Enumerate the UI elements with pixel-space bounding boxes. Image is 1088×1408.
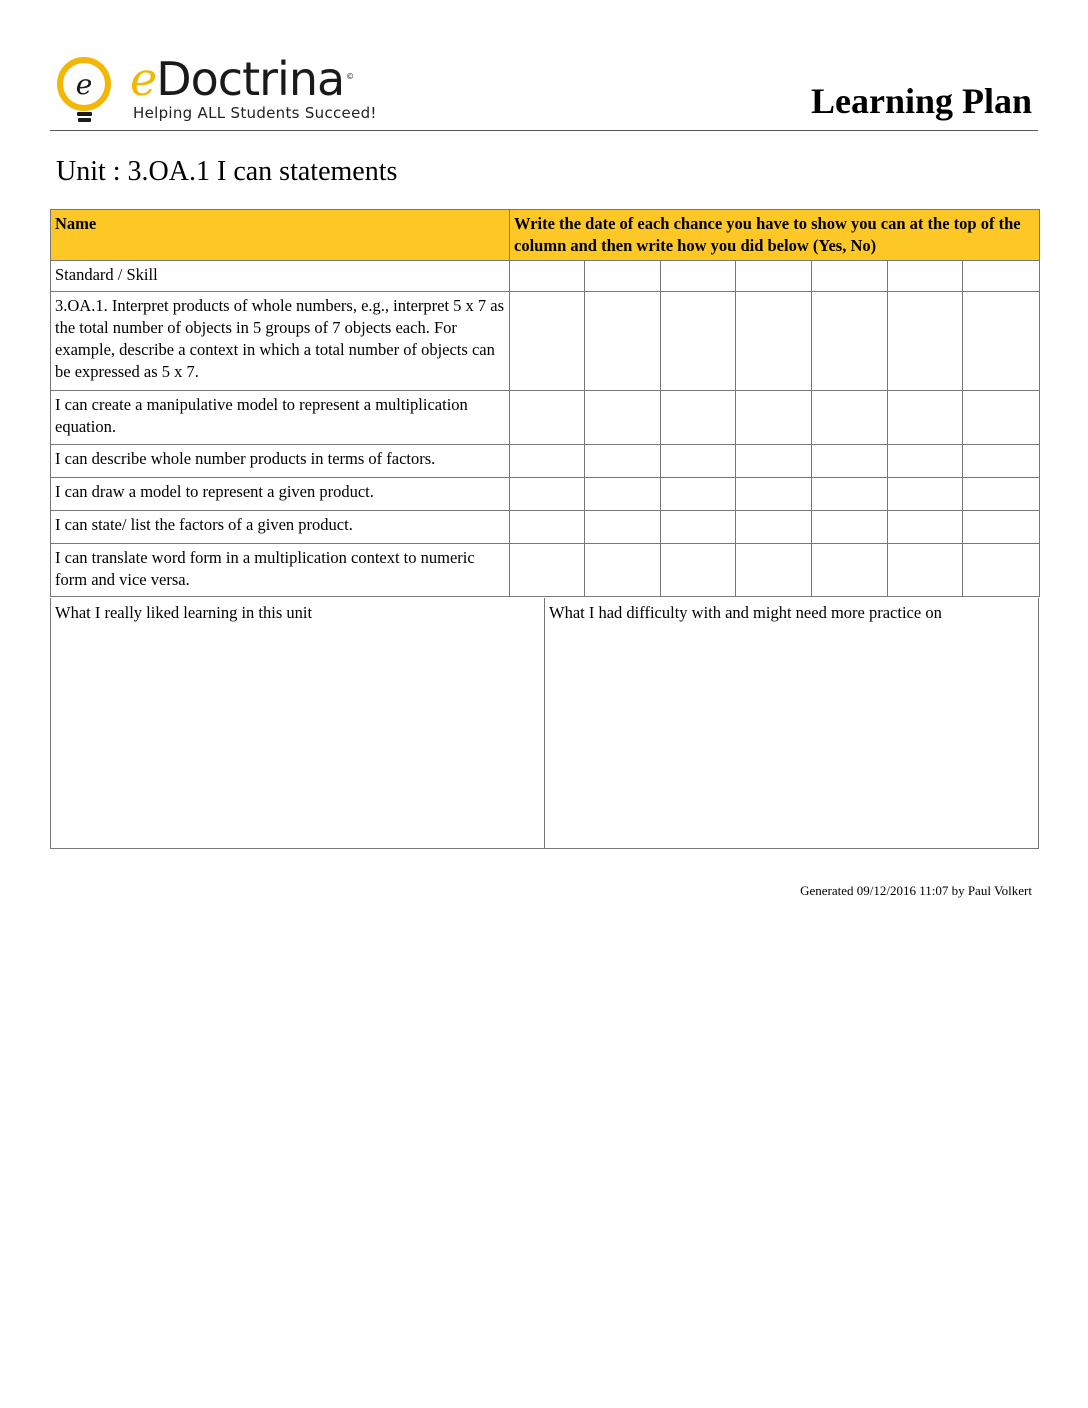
logo-trademark: © bbox=[346, 71, 354, 81]
result-cell[interactable] bbox=[736, 478, 812, 511]
result-cell[interactable] bbox=[888, 445, 963, 478]
result-cell[interactable] bbox=[736, 544, 812, 597]
result-cell[interactable] bbox=[661, 544, 736, 597]
instructions-text: Write the date of each chance you have to show you can at the top of the column and then write how you did below (Yes, No) bbox=[510, 210, 1040, 261]
standard-skill-label: Standard / Skill bbox=[51, 261, 510, 292]
table-row bbox=[51, 261, 1040, 292]
result-cell[interactable] bbox=[963, 445, 1040, 478]
difficulty-label: What I had difficulty with and might need more practice on bbox=[549, 603, 942, 622]
result-cell[interactable] bbox=[888, 511, 963, 544]
logo-tagline: Helping ALL Students Succeed! bbox=[133, 104, 377, 122]
result-cell[interactable] bbox=[661, 511, 736, 544]
date-cell[interactable] bbox=[888, 261, 963, 292]
result-cell[interactable] bbox=[812, 292, 888, 391]
result-cell[interactable] bbox=[661, 292, 736, 391]
header-divider bbox=[50, 130, 1038, 131]
table-row bbox=[51, 544, 1040, 597]
date-cell[interactable] bbox=[736, 261, 812, 292]
liked-learning-label: What I really liked learning in this unit bbox=[55, 603, 313, 622]
date-cell[interactable] bbox=[510, 261, 585, 292]
result-cell[interactable] bbox=[510, 511, 585, 544]
result-cell[interactable] bbox=[585, 445, 661, 478]
result-cell[interactable] bbox=[963, 478, 1040, 511]
table-row bbox=[51, 391, 1040, 445]
table-row bbox=[51, 478, 1040, 511]
skill-statement: I can translate word form in a multiplication context to numeric form and vice versa. bbox=[51, 544, 510, 597]
result-cell[interactable] bbox=[963, 544, 1040, 597]
skill-statement: I can describe whole number products in terms of factors. bbox=[51, 445, 510, 478]
result-cell[interactable] bbox=[510, 292, 585, 391]
logo-wordmark-e: e bbox=[130, 52, 157, 106]
learning-plan-table bbox=[50, 209, 1040, 597]
result-cell[interactable] bbox=[661, 391, 736, 445]
result-cell[interactable] bbox=[585, 478, 661, 511]
result-cell[interactable] bbox=[736, 391, 812, 445]
result-cell[interactable] bbox=[812, 511, 888, 544]
result-cell[interactable] bbox=[888, 292, 963, 391]
table-header-row bbox=[51, 210, 1040, 261]
result-cell[interactable] bbox=[510, 544, 585, 597]
result-cell[interactable] bbox=[585, 544, 661, 597]
result-cell[interactable] bbox=[661, 478, 736, 511]
result-cell[interactable] bbox=[812, 445, 888, 478]
generated-footer: Generated 09/12/2016 11:07 by Paul Volkert bbox=[800, 883, 1032, 898]
result-cell[interactable] bbox=[510, 391, 585, 445]
lightbulb-icon bbox=[54, 54, 124, 126]
result-cell[interactable] bbox=[585, 391, 661, 445]
result-cell[interactable] bbox=[585, 292, 661, 391]
result-cell[interactable] bbox=[963, 292, 1040, 391]
result-cell[interactable] bbox=[888, 391, 963, 445]
skill-statement: I can state/ list the factors of a given product. bbox=[51, 511, 510, 544]
reflection-section bbox=[50, 598, 1039, 849]
result-cell[interactable] bbox=[736, 292, 812, 391]
table-row bbox=[51, 445, 1040, 478]
result-cell[interactable] bbox=[510, 478, 585, 511]
edoctrina-logo bbox=[54, 52, 377, 126]
date-cell[interactable] bbox=[812, 261, 888, 292]
result-cell[interactable] bbox=[661, 445, 736, 478]
skill-statement: I can draw a model to represent a given product. bbox=[51, 478, 510, 511]
result-cell[interactable] bbox=[585, 511, 661, 544]
table-row bbox=[51, 511, 1040, 544]
difficulty-box[interactable] bbox=[545, 598, 1038, 848]
skill-statement: 3.OA.1. Interpret products of whole numbers, e.g., interpret 5 x 7 as the total number of objects in 5 groups of 7 objects each. For example, describe a context in which a total number of objects can be expressed as 5 x 7. bbox=[51, 292, 510, 391]
name-label: Name bbox=[51, 210, 510, 261]
logo-wordmark bbox=[130, 52, 353, 106]
logo-wordmark-rest: Doctrina bbox=[156, 52, 345, 106]
document-title: Learning Plan bbox=[810, 81, 1032, 121]
result-cell[interactable] bbox=[888, 544, 963, 597]
result-cell[interactable] bbox=[736, 445, 812, 478]
date-cell[interactable] bbox=[661, 261, 736, 292]
result-cell[interactable] bbox=[736, 511, 812, 544]
liked-learning-box[interactable] bbox=[51, 598, 545, 848]
date-cell[interactable] bbox=[585, 261, 661, 292]
table-row bbox=[51, 292, 1040, 391]
result-cell[interactable] bbox=[812, 544, 888, 597]
result-cell[interactable] bbox=[812, 391, 888, 445]
result-cell[interactable] bbox=[963, 511, 1040, 544]
skill-statement: I can create a manipulative model to represent a multiplication equation. bbox=[51, 391, 510, 445]
result-cell[interactable] bbox=[888, 478, 963, 511]
result-cell[interactable] bbox=[510, 445, 585, 478]
result-cell[interactable] bbox=[812, 478, 888, 511]
unit-title: Unit : 3.OA.1 I can statements bbox=[56, 156, 398, 187]
svg-text:e: e bbox=[75, 68, 93, 101]
date-cell[interactable] bbox=[963, 261, 1040, 292]
result-cell[interactable] bbox=[963, 391, 1040, 445]
